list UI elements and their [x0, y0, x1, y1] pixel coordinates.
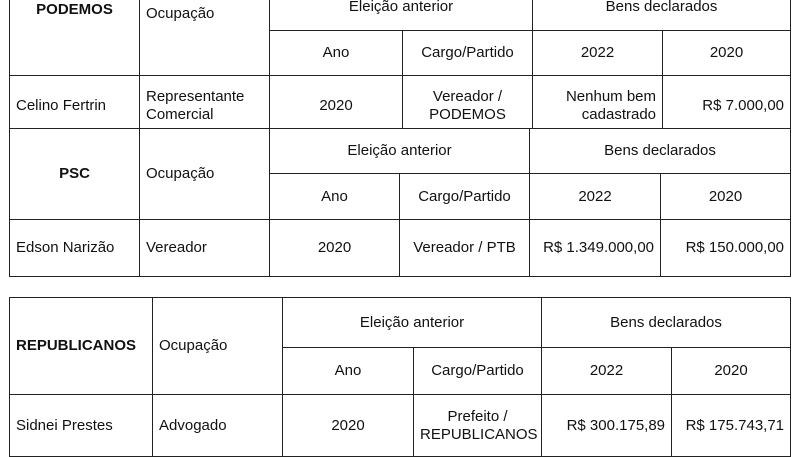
header-ocupacao: Ocupação: [140, 0, 270, 76]
header-bens-declarados: Bens declarados: [530, 129, 791, 174]
candidate-occupation: Advogado: [153, 395, 283, 457]
header-bens-declarados: Bens declarados: [533, 0, 791, 31]
header-eleicao-anterior: Eleição anterior: [270, 129, 530, 174]
assets-2020: R$ 7.000,00: [663, 76, 791, 136]
header-bens-2022: 2022: [533, 31, 663, 76]
candidates-table-podemos: [9, 0, 791, 136]
assets-2022: Nenhum bem cadastrado: [533, 76, 663, 136]
previous-election-year: 2020: [283, 395, 414, 457]
header-eleicao-anterior: Eleição anterior: [283, 298, 542, 348]
party-name: PSC: [10, 129, 140, 220]
assets-2022: R$ 1.349.000,00: [530, 220, 661, 277]
candidate-name: Sidnei Prestes: [10, 395, 153, 457]
previous-office-party: Vereador / PODEMOS: [403, 76, 533, 136]
candidate-name: Celino Fertrin: [10, 76, 140, 136]
header-bens-2022: 2022: [530, 174, 661, 220]
header-bens-2022: 2022: [542, 348, 672, 395]
header-ocupacao: Ocupação: [153, 298, 283, 395]
assets-2020: R$ 175.743,71: [672, 395, 791, 457]
previous-office-party: Vereador / PTB: [400, 220, 530, 277]
header-bens-2020: 2020: [672, 348, 791, 395]
candidate-occupation: Vereador: [140, 220, 270, 277]
header-ano: Ano: [270, 31, 403, 76]
header-cargo-partido: Cargo/Partido: [414, 348, 542, 395]
party-name: REPUBLICANOS: [10, 298, 153, 395]
header-bens-declarados: Bens declarados: [542, 298, 791, 348]
header-ano: Ano: [270, 174, 400, 220]
header-cargo-partido: Cargo/Partido: [403, 31, 533, 76]
header-bens-2020: 2020: [661, 174, 791, 220]
previous-office-party: Prefeito / REPUBLICANOS: [414, 395, 542, 457]
candidate-occupation: Representante Comercial: [140, 76, 270, 136]
candidate-name: Edson Narizão: [10, 220, 140, 277]
assets-2022: R$ 300.175,89: [542, 395, 672, 457]
previous-election-year: 2020: [270, 220, 400, 277]
header-cargo-partido: Cargo/Partido: [400, 174, 530, 220]
candidates-table-republicanos: [9, 297, 791, 457]
party-name: PODEMOS: [10, 0, 140, 76]
assets-2020: R$ 150.000,00: [661, 220, 791, 277]
header-ocupacao: Ocupação: [140, 129, 270, 220]
previous-election-year: 2020: [270, 76, 403, 136]
header-bens-2020: 2020: [663, 31, 791, 76]
header-eleicao-anterior: Eleição anterior: [270, 0, 533, 31]
header-ano: Ano: [283, 348, 414, 395]
candidates-table-psc: [9, 128, 791, 277]
